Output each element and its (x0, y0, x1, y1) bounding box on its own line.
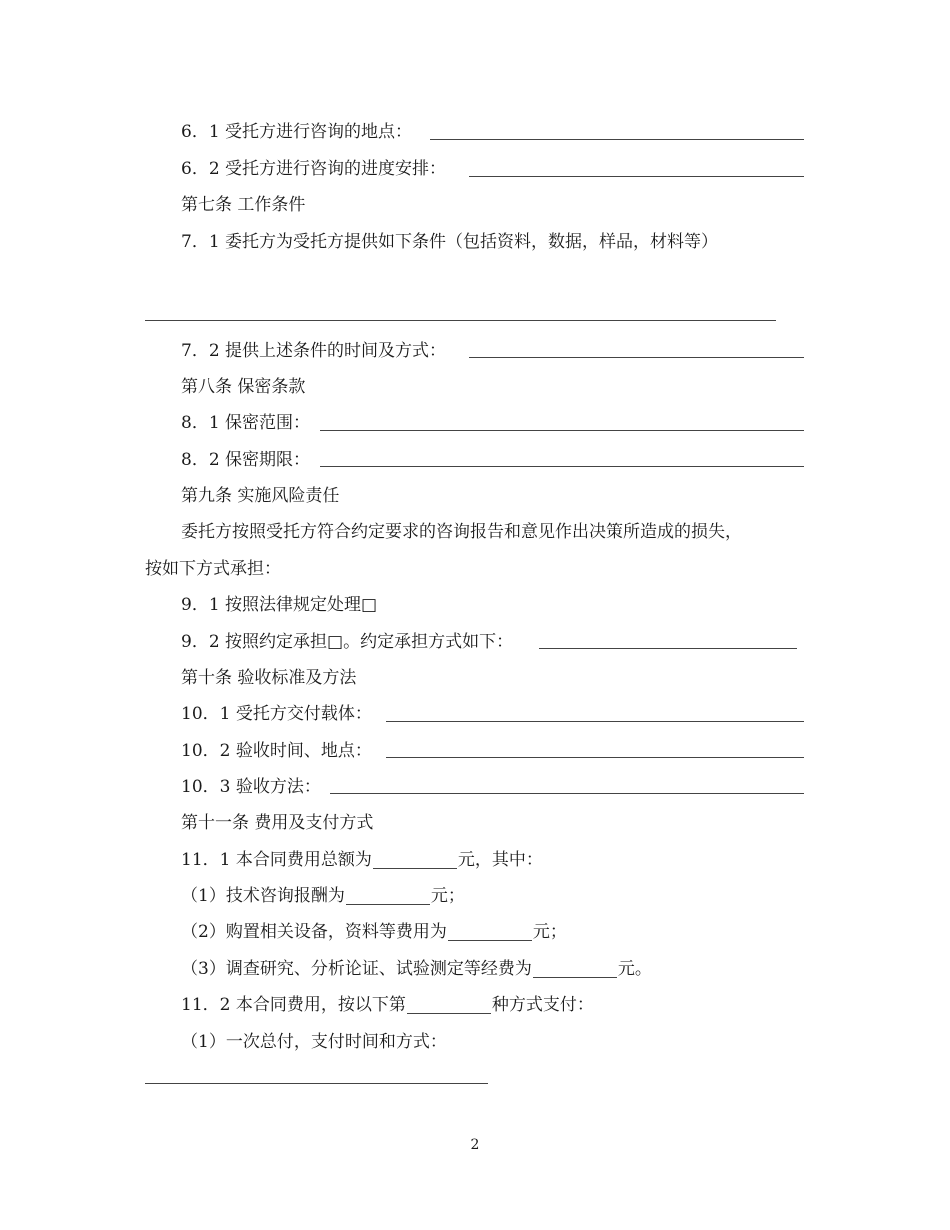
clause-8-2 (181, 448, 310, 472)
payment-option-1 (181, 1030, 447, 1054)
clause-11-1 (181, 848, 543, 872)
clause-9-1-text: 9．1 按照法律规定处理□ (181, 595, 378, 615)
clause-11-1-text-b: 元，其中： (457, 850, 543, 870)
clause-8-1 (181, 411, 310, 435)
clause-7-1-text: 7．1 委托方为受托方提供如下条件（包括资料，数据，样品，材料等） (181, 232, 719, 252)
article-9-paragraph-line2 (145, 557, 281, 581)
clause-6-1-blank (430, 139, 804, 140)
clause-9-1 (181, 593, 377, 617)
article-11-heading (181, 811, 373, 835)
article-10-heading (181, 666, 356, 690)
fee-item-3-text-b: 元。 (617, 959, 652, 979)
clause-11-1-amount-blank (373, 852, 457, 869)
article-10-text: 第十条 验收标准及方法 (181, 668, 357, 688)
clause-9-2-blank (539, 648, 797, 649)
clause-8-1-blank (320, 430, 804, 431)
clause-7-2-blank (469, 357, 804, 358)
clause-10-1-text: 10．1 受托方交付载体： (181, 704, 372, 724)
clause-11-2-text-a: 11．2 本合同费用，按以下第 (181, 995, 406, 1015)
article-7-text: 第七条 工作条件 (181, 195, 306, 215)
clause-7-1-blank (145, 320, 776, 321)
clause-6-2-blank (469, 176, 804, 177)
article-9-text: 第九条 实施风险责任 (181, 486, 340, 506)
payment-option-1-blank (145, 1083, 488, 1084)
article-9-heading (181, 484, 339, 508)
fee-item-1-text-a: （1）技术咨询报酬为 (181, 886, 345, 906)
clause-10-1-blank (386, 721, 804, 722)
clause-6-1 (181, 120, 412, 144)
fee-item-3-text-a: （3）调查研究、分析论证、试验测定等经费为 (181, 959, 532, 979)
fee-item-2-text-b: 元； (532, 922, 567, 942)
clause-8-1-text: 8．1 保密范围： (181, 413, 311, 433)
clause-10-3 (181, 775, 321, 799)
article-7-heading (181, 193, 305, 217)
clause-11-2-option-blank (407, 997, 491, 1014)
fee-item-1-amount-blank (346, 888, 430, 905)
clause-9-2-text: 9．2 按照约定承担□。约定承担方式如下： (181, 632, 514, 652)
article-9-paragraph-line1 (181, 520, 742, 544)
clause-8-2-blank (320, 466, 804, 467)
fee-item-3-amount-blank (533, 961, 617, 978)
clause-10-2-text: 10．2 验收时间、地点： (181, 741, 372, 761)
clause-8-2-text: 8．2 保密期限： (181, 450, 311, 470)
page-number: 2 (470, 1137, 480, 1153)
article-8-heading (181, 375, 305, 399)
clause-9-2 (181, 630, 513, 654)
clause-10-3-blank (330, 793, 804, 794)
clause-11-2 (181, 993, 594, 1017)
clause-6-2-text: 6．2 受托方进行咨询的进度安排： (181, 159, 447, 179)
clause-10-2-blank (386, 757, 804, 758)
clause-7-1 (181, 230, 718, 254)
clause-7-2 (181, 339, 446, 363)
clause-6-1-text: 6．1 受托方进行咨询的地点： (181, 122, 413, 142)
fee-item-1-text-b: 元； (430, 886, 465, 906)
clause-10-1 (181, 702, 372, 726)
clause-11-1-text-a: 11．1 本合同费用总额为 (181, 850, 372, 870)
clause-10-3-text: 10．3 验收方法： (181, 777, 321, 797)
fee-item-2-amount-blank (448, 924, 532, 941)
clause-7-2-text: 7．2 提供上述条件的时间及方式： (181, 341, 447, 361)
article-11-text: 第十一条 费用及支付方式 (181, 813, 374, 833)
article-8-text: 第八条 保密条款 (181, 377, 306, 397)
fee-item-2 (181, 920, 567, 944)
clause-6-2 (181, 157, 446, 181)
clause-10-2 (181, 739, 372, 763)
fee-item-1 (181, 884, 465, 908)
article-9-paragraph-line2-text: 按如下方式承担： (145, 559, 281, 579)
fee-item-2-text-a: （2）购置相关设备，资料等费用为 (181, 922, 447, 942)
payment-option-1-text: （1）一次总付，支付时间和方式： (181, 1032, 447, 1052)
article-9-paragraph-line1-text: 委托方按照受托方符合约定要求的咨询报告和意见作出决策所造成的损失， (181, 522, 742, 542)
fee-item-3 (181, 957, 652, 981)
clause-11-2-text-b: 种方式支付： (491, 995, 594, 1015)
